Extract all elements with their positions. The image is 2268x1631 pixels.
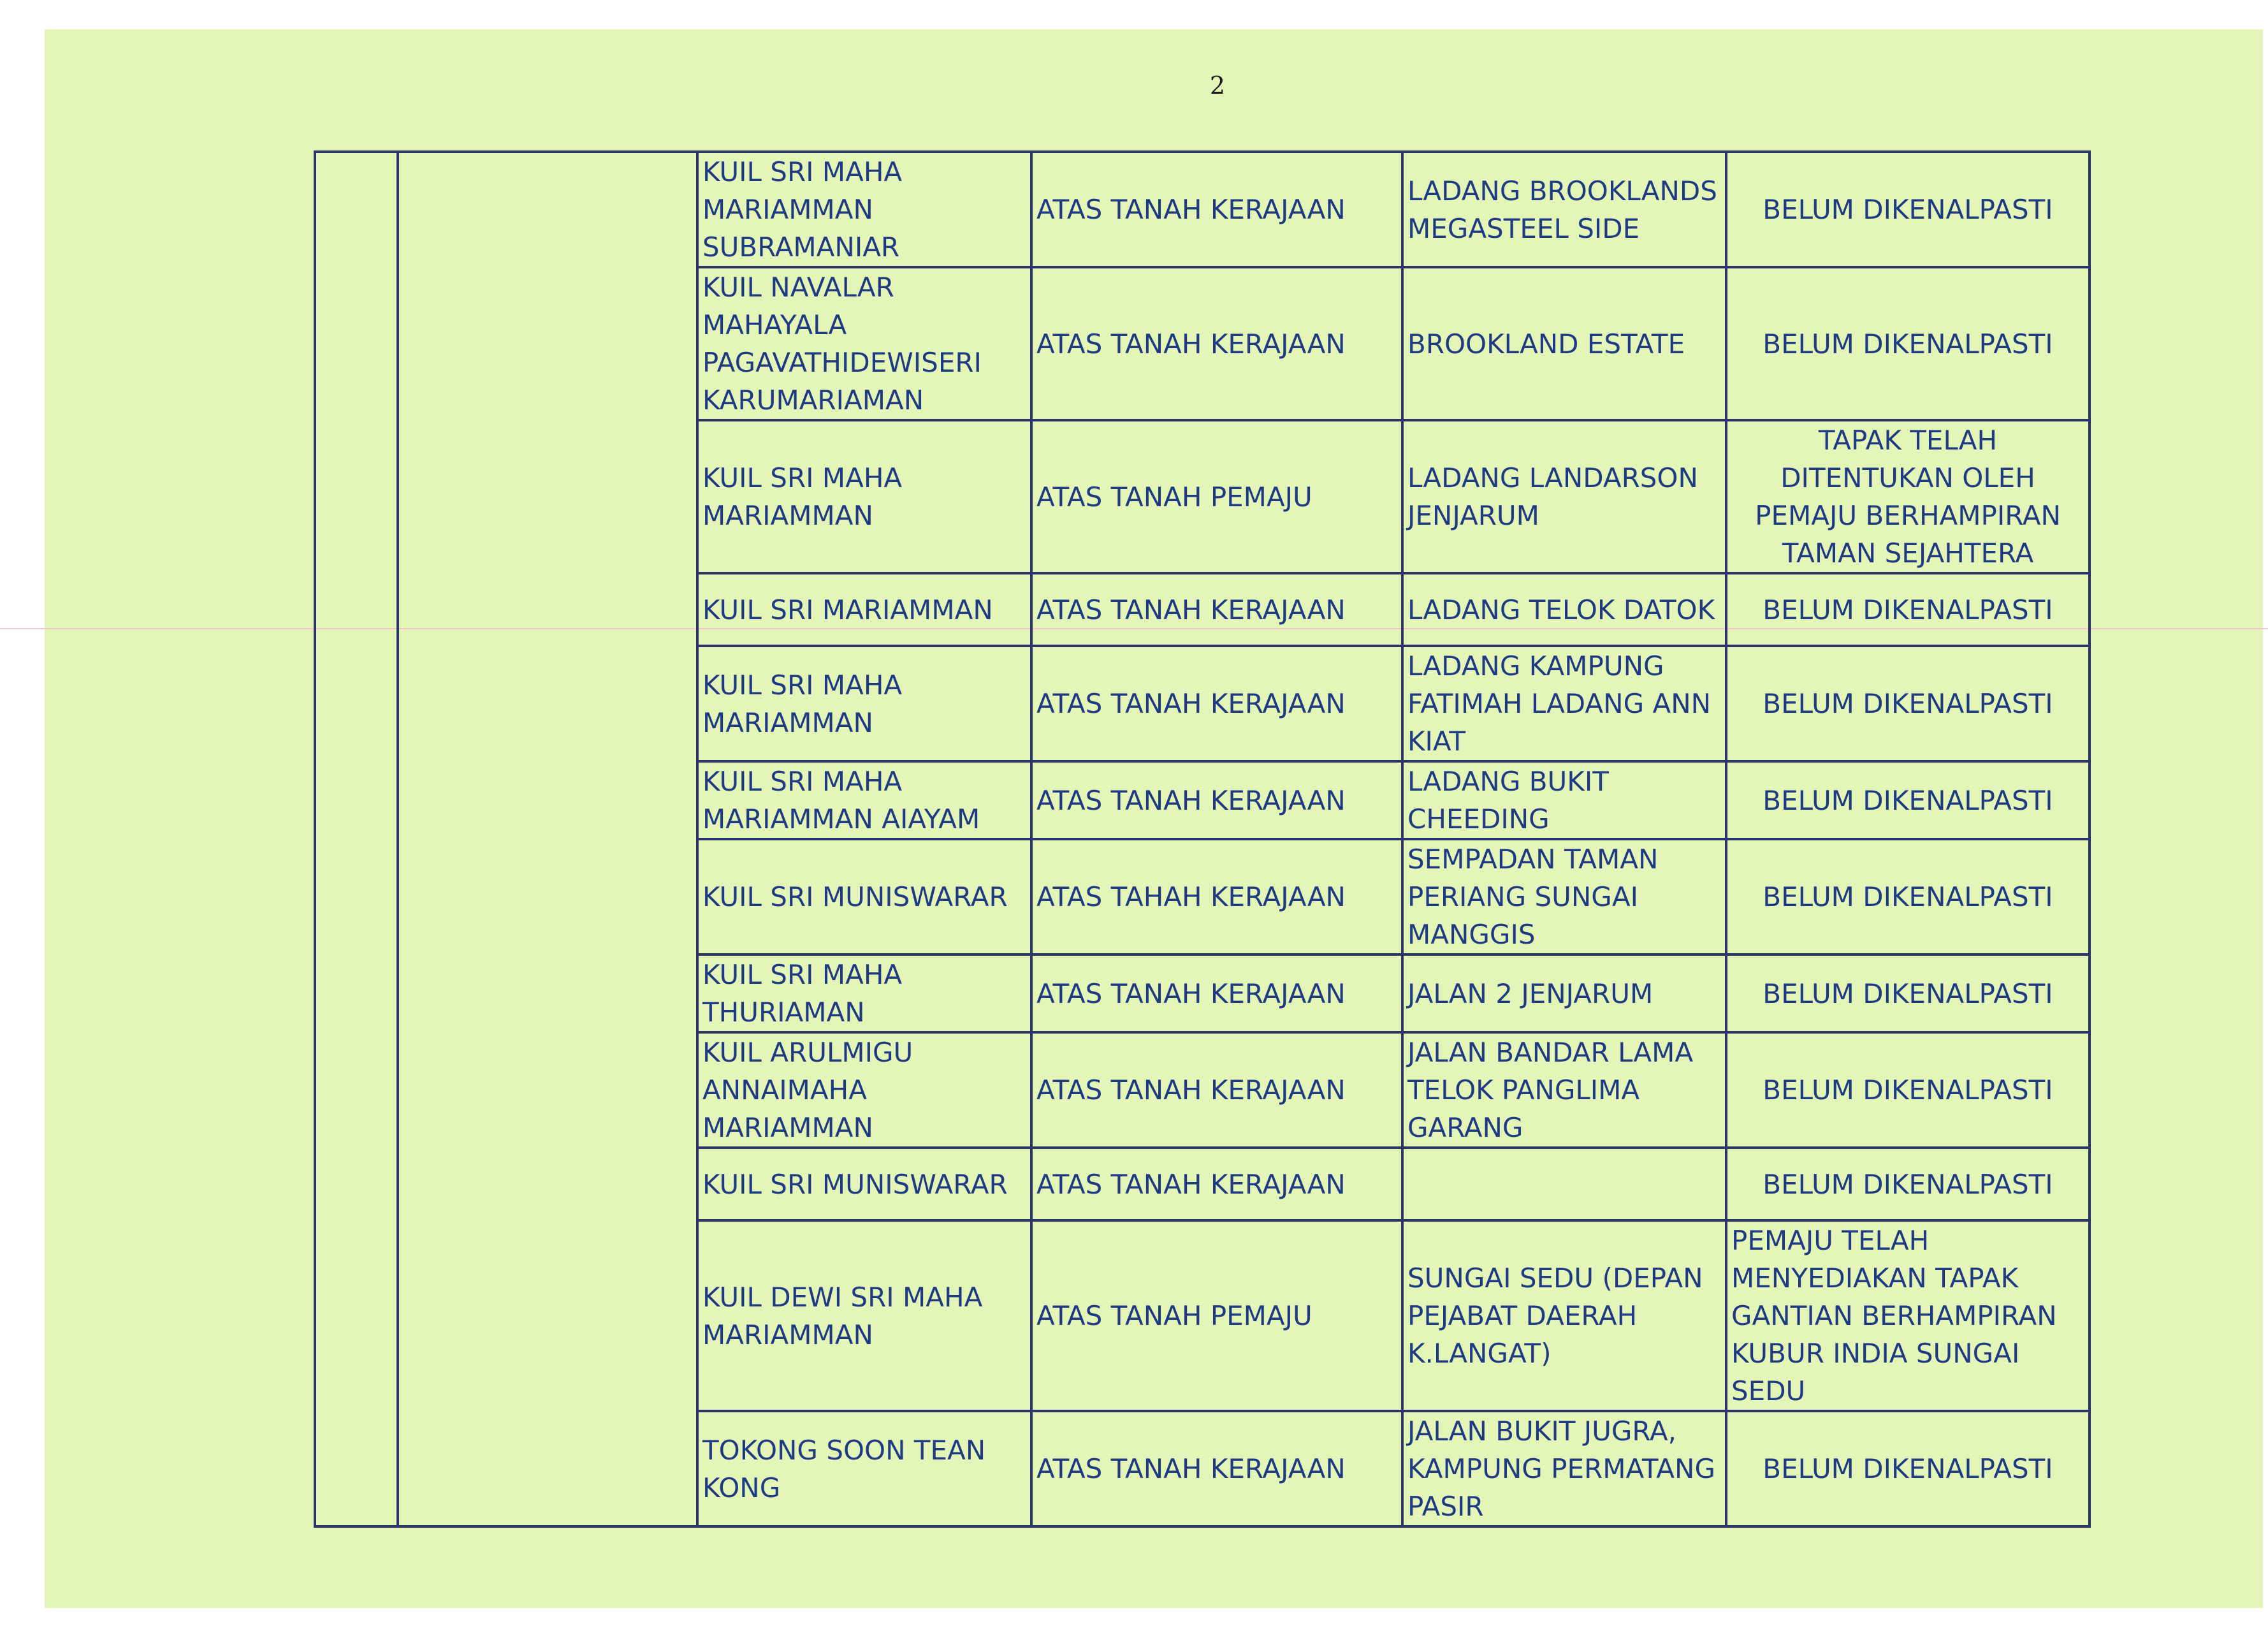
land-status-cell: ATAS TANAH PEMAJU <box>1031 1220 1402 1411</box>
land-status-cell: ATAS TANAH KERAJAAN <box>1031 573 1402 646</box>
temple-name-cell: KUIL SRI MUNISWARAR <box>697 1148 1031 1220</box>
temple-name-cell: KUIL SRI MAHA MARIAMMAN AIAYAM <box>697 761 1031 839</box>
page-number: 2 <box>1209 71 1226 99</box>
temple-name-cell: KUIL SRI MAHA THURIAMAN <box>697 954 1031 1032</box>
remark-cell: PEMAJU TELAH MENYEDIAKAN TAPAK GANTIAN BERHAMPIRAN KUBUR INDIA SUNGAI SEDU <box>1726 1220 2090 1411</box>
location-cell: JALAN BUKIT JUGRA, KAMPUNG PERMATANG PASIR <box>1402 1411 1726 1526</box>
temple-name-cell: KUIL SRI MAHA MARIAMMAN <box>697 420 1031 573</box>
location-cell: JALAN BANDAR LAMA TELOK PANGLIMA GARANG <box>1402 1032 1726 1148</box>
location-cell: LADANG BUKIT CHEEDING <box>1402 761 1726 839</box>
location-cell: BROOKLAND ESTATE <box>1402 267 1726 420</box>
remark-cell: BELUM DIKENALPASTI <box>1726 839 2090 954</box>
temple-name-cell: KUIL SRI MARIAMMAN <box>697 573 1031 646</box>
land-status-cell: ATAS TANAH KERAJAAN <box>1031 1411 1402 1526</box>
remark-cell: BELUM DIKENALPASTI <box>1726 761 2090 839</box>
remark-cell: BELUM DIKENALPASTI <box>1726 573 2090 646</box>
land-status-cell: ATAS TANAH KERAJAAN <box>1031 761 1402 839</box>
land-status-cell: ATAS TANAH KERAJAAN <box>1031 267 1402 420</box>
location-cell: LADANG LANDARSON JENJARUM <box>1402 420 1726 573</box>
remark-cell: BELUM DIKENALPASTI <box>1726 1411 2090 1526</box>
location-cell: LADANG TELOK DATOK <box>1402 573 1726 646</box>
land-status-cell: ATAS TANAH KERAJAAN <box>1031 1032 1402 1148</box>
location-cell: LADANG BROOKLANDS MEGASTEEL SIDE <box>1402 152 1726 267</box>
remark-cell: BELUM DIKENALPASTI <box>1726 646 2090 761</box>
location-cell: SEMPADAN TAMAN PERIANG SUNGAI MANGGIS <box>1402 839 1726 954</box>
land-status-cell: ATAS TANAH KERAJAAN <box>1031 646 1402 761</box>
remark-cell: TAPAK TELAH DITENTUKAN OLEH PEMAJU BERHAMPIRAN TAMAN SEJAHTERA <box>1726 420 2090 573</box>
temple-name-cell: KUIL ARULMIGU ANNAIMAHA MARIAMMAN <box>697 1032 1031 1148</box>
land-status-cell: ATAS TANAH KERAJAAN <box>1031 954 1402 1032</box>
temple-name-cell: KUIL DEWI SRI MAHA MARIAMMAN <box>697 1220 1031 1411</box>
temple-name-cell: KUIL SRI MAHA MARIAMMAN SUBRAMANIAR <box>697 152 1031 267</box>
land-status-cell: ATAS TANAH KERAJAAN <box>1031 1148 1402 1220</box>
land-status-cell: ATAS TANAH PEMAJU <box>1031 420 1402 573</box>
table-container <box>314 150 2091 1528</box>
temple-name-cell: TOKONG SOON TEAN KONG <box>697 1411 1031 1526</box>
location-cell: JALAN 2 JENJARUM <box>1402 954 1726 1032</box>
remark-cell: BELUM DIKENALPASTI <box>1726 152 2090 267</box>
temple-name-cell: KUIL SRI MUNISWARAR <box>697 839 1031 954</box>
land-status-cell: ATAS TANAH KERAJAAN <box>1031 152 1402 267</box>
remark-cell: BELUM DIKENALPASTI <box>1726 954 2090 1032</box>
remark-cell: BELUM DIKENALPASTI <box>1726 267 2090 420</box>
places-of-worship-table <box>314 150 2091 1528</box>
temple-name-cell: KUIL SRI MAHA MARIAMMAN <box>697 646 1031 761</box>
temple-name-cell: KUIL NAVALAR MAHAYALA PAGAVATHIDEWISERI KARUMARIAMAN <box>697 267 1031 420</box>
number-column-cell <box>315 152 398 1526</box>
land-status-cell: ATAS TAHAH KERAJAAN <box>1031 839 1402 954</box>
remark-cell: BELUM DIKENALPASTI <box>1726 1032 2090 1148</box>
location-cell: LADANG KAMPUNG FATIMAH LADANG ANN KIAT <box>1402 646 1726 761</box>
location-cell <box>1402 1148 1726 1220</box>
location-cell: SUNGAI SEDU (DEPAN PEJABAT DAERAH K.LANGAT) <box>1402 1220 1726 1411</box>
table-row <box>315 152 2090 267</box>
remark-cell: BELUM DIKENALPASTI <box>1726 1148 2090 1220</box>
district-column-cell <box>398 152 697 1526</box>
